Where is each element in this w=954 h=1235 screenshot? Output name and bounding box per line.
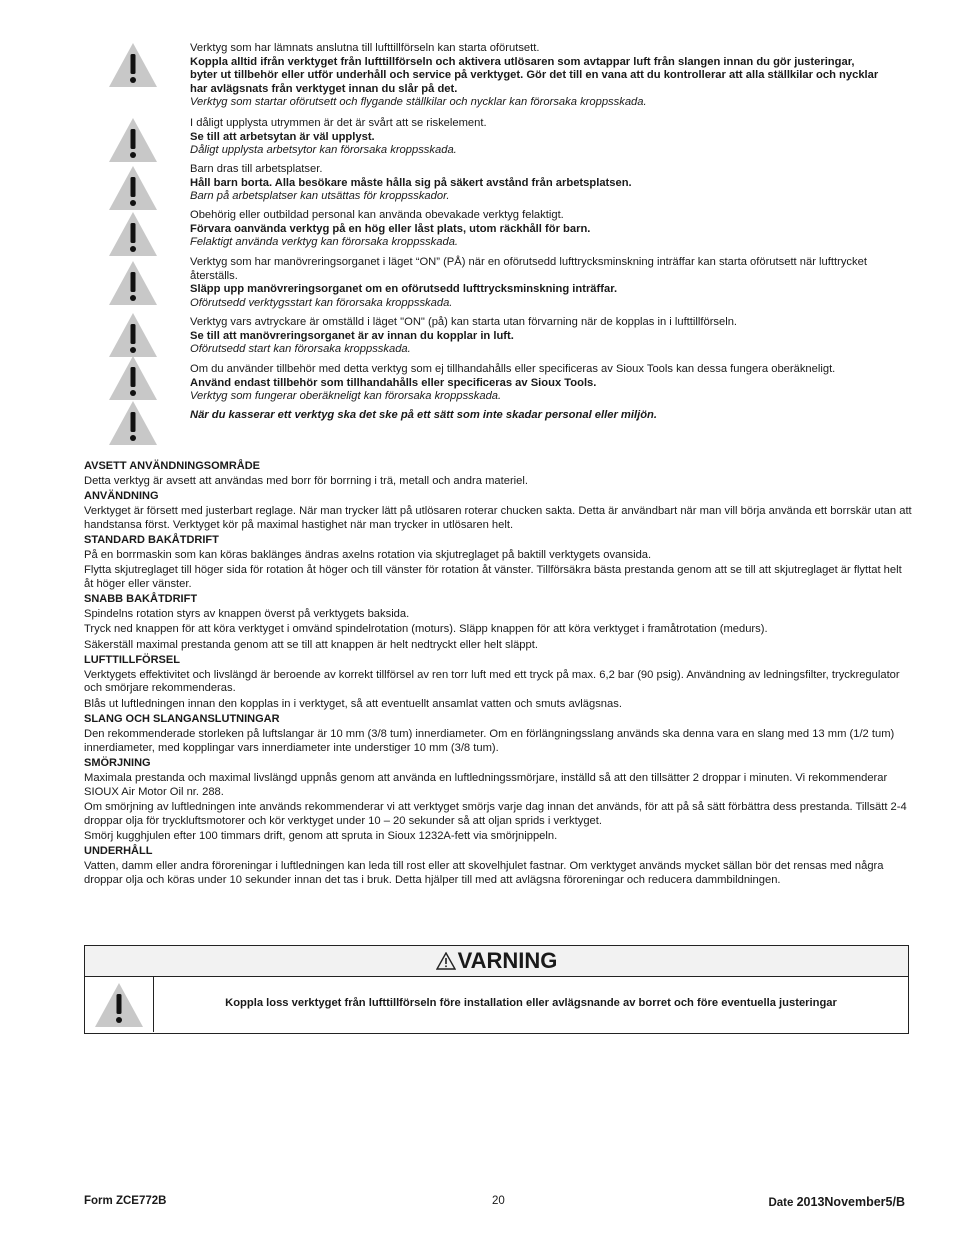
section-operation [84,490,914,532]
warning-line: Obehörig eller outbildad personal kan använda obevakade verktyg felaktigt. [190,209,564,221]
section-paragraph: Spindelns rotation styrs av knappen överst på verktygets baksida. [84,607,410,620]
varning-icon-cell [85,977,154,1032]
section-heading: LUFTTILLFÖRSEL [84,653,180,666]
date-label: Date [768,1197,794,1209]
section-paragraph: Smörj kugghjulen efter 100 timmars drift, genom att spruta in Sioux 1232A-fett via smörjnippeln. [84,829,558,842]
varning-title [85,946,908,977]
warning-line: Verktyg som fungerar oberäkneligt kan förorsaka kroppsskada. [190,390,502,403]
warning-triangle-icon [108,117,158,163]
varning-title-text: VARNING [457,948,558,973]
warning-line: byter ut tillbehör eller utför underhåll och service på verktyget. Gör det till en vana att du kontrollerar att alla ställkilar och nycklar [190,69,879,82]
warning-line: Verktyg vars avtryckare är omställd i läget "ON" (på) kan starta utan förvarning när de kopplas in i lufttillförseln. [190,316,738,328]
warning-line: återställs. [190,269,238,282]
warning-line: Förvara oanvända verktyg på en hög eller låst plats, utom räckhåll för barn. [190,222,591,235]
warning-line: Felaktigt använda verktyg kan förorsaka kroppsskada. [190,236,459,249]
warning-line: Håll barn borta. Alla besökare måste hålla sig på säkert avstånd från arbetsplatsen. [190,176,632,189]
section-paragraph: Flytta skjutreglaget till höger sida för rotation åt höger och till vänster för rotation åt vänster. Tillförsäkra bästa prestanda genom att se till att skjutreglaget är flyttat helt åt höger eller vänster. [84,564,902,590]
warning-text [190,409,915,423]
warning-triangle-icon [108,211,158,257]
section-paragraph: Verktyget är försett med justerbart reglage. När man trycker lätt på utlösaren roterar chucken sakta. Detta är användbart när man vill börja använda ett borrskär utan att handstansa först. Verktyget kör på maximal hastighet när man trycker in utlösaren helt. [84,504,912,531]
section-heading: SLANG OCH SLANGANSLUTNINGAR [84,713,280,726]
warning-line: har avlägsnats från verktyget innan du slår på det. [190,82,458,95]
section-paragraph: Verktygets effektivitet och livslängd är beroende av korrekt tillförsel av ren torr luft med ett tryck på max. 6,2 bar (90 psig). Användning av ledningsfilter, tryckregulator och smörjare rekommenderas. [84,668,900,695]
warning-text [190,363,915,404]
warning-triangle-icon [108,355,158,401]
section-paragraph: Blås ut luftledningen innan den kopplas in i verktyget, så att eventuellt ansamlat vatten och smuts avlägsnas. [84,697,622,710]
warning-text [190,256,915,310]
warning-line: I dåligt upplysta utrymmen är det är svårt att se riskelement. [190,117,487,129]
warning-line: Oförutsedd verktygsstart kan förorsaka kroppsskada. [190,296,453,309]
warning-line: Om du använder tillbehör med detta verktyg som ej tillhandahålls eller specificeras av Sioux Tools kan dessa fungera oberäkneligt. [190,363,836,375]
warning-triangle-icon [108,312,158,358]
section-heading: SNABB BAKÅTDRIFT [84,593,198,606]
sections [84,459,914,889]
section-lubrication [84,757,914,844]
warning-triangle-icon [108,260,158,306]
section-paragraph: På en borrmaskin som kan köras baklänges ändras axelns rotation via skjutreglaget på baktill verktygets ovansida. [84,548,652,561]
section-paragraph: Vatten, damm eller andra föroreningar i luftledningen kan leda till rost eller att skovelhjulet fastnar. Om verktyget används mycket sällan bör det rensas med några droppar olja och köras under 10 sekunder innan det tas i bruk. Detta hjälper till med att avlägsna föroreningar och reducera dammbildningen. [84,860,884,886]
section-paragraph: Maximala prestanda och maximal livslängd uppnås genom att använda en luftledningssmörjare, inställd så att den tillsätter 2 droppar i minuten. Vi rekommenderar SIOUX Air Motor Oil nr. 288. [84,771,888,798]
section-intended-use [84,460,914,489]
warning-line: Verktyg som har manövreringsorganet i läget “ON” (PÅ) när en oförutsedd lufttrycksminskning inträffar kan starta oförutsett när lufttrycket [190,256,867,268]
page-number: 20 [492,1195,505,1207]
warning-text [190,117,915,158]
warning-line: Släpp upp manövreringsorganet om en oförutsedd lufttrycksminskning inträffar. [190,283,618,296]
section-paragraph: Den rekommenderade storleken på luftslangar är 10 mm (3/8 tum) innerdiameter. Om en förlängningsslang används ska denna vara en slang med 13 mm (1/2 tum) innerdiameter, med kopplingar vars innerdiameter inte understiger 10 mm (3/8 tum). [84,727,895,754]
section-standard-reverse [84,534,914,592]
warning-triangle-icon [108,42,158,88]
section-maintenance [84,845,914,887]
warning-line: Verktyg som startar oförutsett och flygande ställkilar och nycklar kan förorsaka kroppsskada. [190,96,647,109]
warning-triangle-icon [108,165,158,211]
warning-line: Verktyg som har lämnats anslutna till lufttillförseln kan starta oförutsett. [190,42,540,54]
warning-line: När du kasserar ett verktyg ska det ske på ett sätt som inte skadar personal eller miljön. [190,409,657,421]
warning-text [190,316,915,357]
section-paragraph: Säkerställ maximal prestanda genom att se till att knappen är helt nedtryckt eller helt släppt. [84,638,538,651]
warning-text [190,209,915,250]
warning-line: Koppla alltid ifrån verktyget från lufttillförseln och aktivera utlösaren som avtappar luft från slangen innan du gör justeringar, [190,55,855,68]
warning-outline-icon [436,952,456,970]
warning-triangle-icon [94,982,144,1028]
section-paragraph: Om smörjning av luftledningen inte används rekommenderar vi att verktyget smörjs varje dag innan det används, för att på så sätt förbättra dess prestanda. Tillsätt 2-4 droppar olja för tryckluftsmotorer och kör verktyget under 10 – 20 sekunder så att oljan sprids i verktyget. [84,800,907,827]
warning-line: Barn på arbetsplatser kan utsättas för kroppsskador. [190,190,450,203]
warning-line: Använd endast tillbehör som tillhandahålls eller specificeras av Sioux Tools. [190,376,597,389]
section-air-supply [84,654,914,712]
section-paragraph: Tryck ned knappen för att köra verktyget i omvänd spindelrotation (moturs). Släpp knappen för att köra verktyget i framåtrotation (medurs). [84,623,768,636]
warning-text [190,42,915,110]
varning-text: Koppla loss verktyget från lufttillförseln före installation eller avlägsnande av borret och före eventuella justeringar [225,997,837,1009]
form-number: Form ZCE772B [84,1195,167,1207]
warning-line: Dåligt upplysta arbetsytor kan förorsaka kroppsskada. [190,144,457,157]
warning-text [190,163,915,204]
section-heading: ANVÄNDNING [84,490,159,503]
warning-line: Se till att arbetsytan är väl upplyst. [190,130,375,143]
warning-triangle-icon [108,400,158,446]
section-heading: STANDARD BAKÅTDRIFT [84,533,219,546]
warning-line: Se till att manövreringsorganet är av innan du kopplar in luft. [190,329,514,342]
section-heading: AVSETT ANVÄNDNINGSOMRÅDE [84,460,261,472]
varning-body [85,977,908,1032]
varning-box [84,945,909,1034]
section-heading: UNDERHÅLL [84,845,153,858]
date-value: 2013November5/B [796,1195,905,1209]
section-hoses [84,713,914,755]
section-heading: SMÖRJNING [84,756,151,769]
footer-date [768,1195,905,1209]
warning-line: Barn dras till arbetsplatser. [190,163,323,175]
section-quick-reverse [84,593,914,652]
warning-line: Oförutsedd start kan förorsaka kroppsskada. [190,343,411,356]
section-paragraph: Detta verktyg är avsett att användas med borr för borrning i trä, metall och andra materiel. [84,474,528,487]
